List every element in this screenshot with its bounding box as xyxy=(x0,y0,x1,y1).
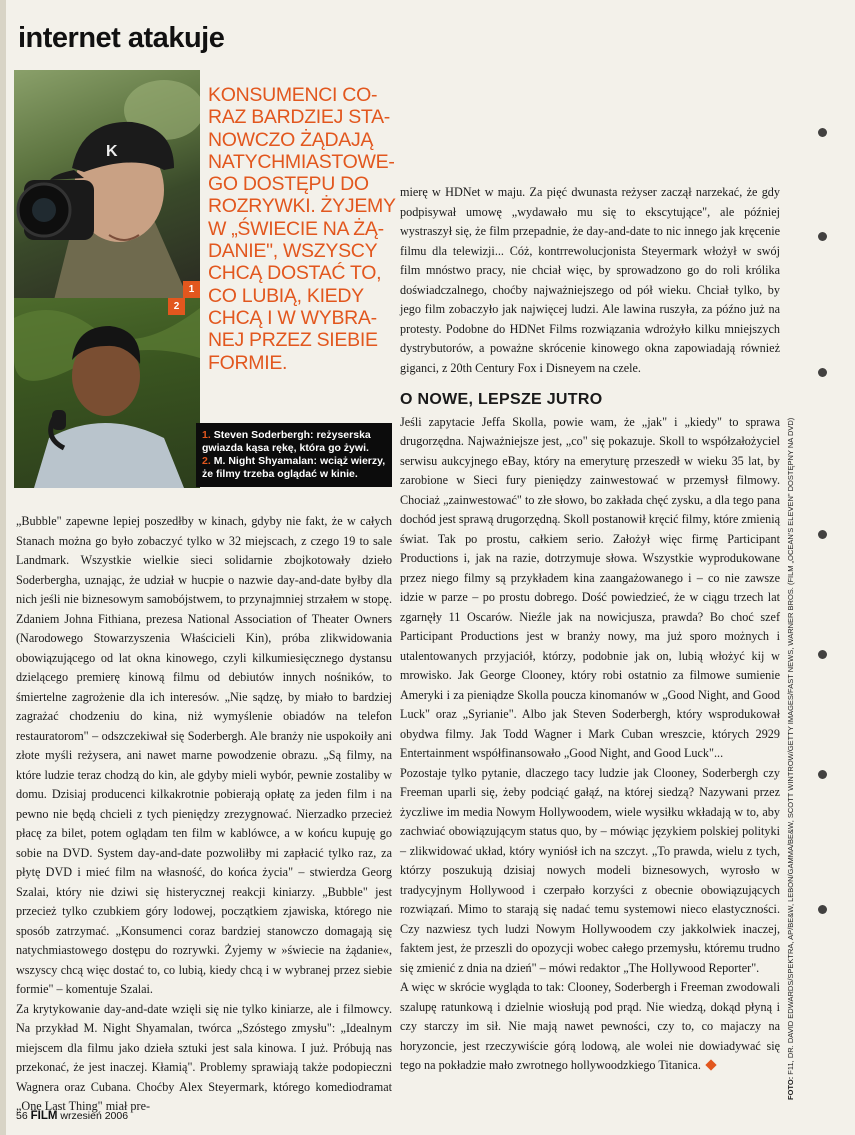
caption-number: 2. xyxy=(202,455,211,467)
issue-date: wrzesień 2006 xyxy=(60,1110,129,1122)
binder-hole-icon xyxy=(818,128,827,137)
photo-caption-2 xyxy=(202,455,388,481)
article-paragraph: „Bubble" zapewne lepiej poszedłby w kinach, gdyby nie fakt, że w całych Stanach można go było zobaczyć tylko w 32 miejscach, z czego 19 to sale Landmark. Wszystkie wielkie sieci solidarnie zbojkotowały dzieło Soderbergha, uznając, że udział w hucpie o nazwie day-and-date byłby dla nich jeśli nie biznesowym samobójstwem, to przynajmniej strzałem w stopę. Zdaniem Johna Fithiana, prezesa National Association of Theater Owners (Narodowego Stowarzyszenia Właścicieli Kin), próba zlikwidowania obowiązującego od lat okna kinowego, czyli kilkumiesięcznego dystansu dzielącego premierę kinową filmu od debiutów innych nośników, to śmiertelne zagrożenie dla ich interesów. „Nie sądzę, by miało to bardziej zagrażać chodzeniu do kina, niż wymyślenie obiadów na telefon restauratorom" – odszczekiwał się Soderbergh. Ale branży nie uspokoiły ani złote myśli reżysera, ani nawet marne powodzenie obrazu. „Są filmy, na które ludzie teraz chodzą do kin, ale gdyby mieli wybór, pewnie zostaliby w domu. Dzisiaj producenci kilkakrotnie pobierają opłatę za jeden film i na pewno nie będą chcieli z tych pieniędzy zrezygnować. Nierzadko przecież płacę za bilet, potem oglądam ten film w kablówce, a w końcu kupuję go sobie na DVD. System day-and-date pozwoliłby mi zapłacić tylko raz, za płytę DVD i mieć film na własność, do końca życia" – stwierdza Georg Szalai, który nie dziwi się histerycznej reakcji kiniarzy. „Bubble" jest przecież tylko czubkiem góry lodowej, początkiem zjawiska, którego nie sposób zatrzymać. „Konsumenci coraz bardziej stanowczo domagają się natychmiastowego dostępu do rozrywki. Żyjemy w »świecie na żądanie«, wszyscy chcą więc dostać to, co lubią, kiedy chcą i w wybranej przez siebie formie" – komentuje Szalai. xyxy=(16,514,392,996)
caption-text: Steven Soderbergh: reżyserska gwiazda kąsa rękę, która go żywi. xyxy=(202,429,371,454)
binder-hole-icon xyxy=(818,530,827,539)
binder-hole-icon xyxy=(818,650,827,659)
article-paragraph: mierę w HDNet w maju. Za pięć dwunasta reżyser zaczął narzekać, że gdy podpisywał umowę „wydawało mu się to ekscytujące", ale później wystraszył się, że film przepadnie, że day-and-date to nic innego jak kręcenie filmu dla telewizji... Cóż, kontrrewolucjonista Steyermark włożył w swój film mnóstwo pracy, nie chciał więc, by sprowadzono go do roli królika doświadczalnego, choćby najważniejszego od pół wieku. Chciał tylko, by jego film zobaczyło jak najwięcej ludzi. Ale lawina ruszyła, za późno już na protesty. Podobne do HDNet Films rozwiązania wdrożyło kilku mniejszych dystrybutorów, a poważne skrócenie kinowego okna zapowiadają również giganci, z 20th Century Fox i Disneyem na czele. xyxy=(400,185,780,375)
photo-credits-label: FOTO: xyxy=(786,1076,795,1100)
page-number: 56 xyxy=(16,1110,28,1122)
photo-soderbergh xyxy=(14,70,200,298)
article-paragraph: Za krytykowanie day-and-date wzięli się nie tylko kiniarze, ale i filmowcy. Na przykład M. Night Shyamalan, twórca „Szóstego zmysłu": „Idealnym miejscem dla filmu jako dzieła sztuki jest sala kinowa. I już. Próbują nas przekonać, że jest inaczej. Kłamią". Problemy sprawiają także podopieczni Wagnera oraz Cubana. Choćby Alex Steyermark, którego komediodramat „One Last Thing" miał pre- xyxy=(16,1001,392,1113)
article-column-right xyxy=(400,183,780,1076)
photo-shyamalan xyxy=(14,298,200,488)
pull-quote-line: RAZ BARDZIEJ STA- xyxy=(208,106,390,129)
magazine-name: FILM xyxy=(30,1110,58,1122)
article-paragraph-last xyxy=(400,978,780,1076)
photo-number-badge-2: 2 xyxy=(168,298,185,315)
caption-text: M. Night Shyamalan: wciąż wierzy, że filmy trzeba oglądać w kinie. xyxy=(202,455,386,480)
pull-quote-line: NEJ PRZEZ SIEBIE xyxy=(208,329,378,352)
pull-quote xyxy=(208,84,396,374)
binder-hole-icon xyxy=(818,905,827,914)
article-subheading: O NOWE, LEPSZE JUTRO xyxy=(400,391,603,408)
pull-quote-line: CHCĄ DOSTAĆ TO, xyxy=(208,262,382,285)
pull-quote-line: DANIE", WSZYSCY xyxy=(208,240,378,263)
caption-number: 1. xyxy=(202,429,211,441)
photo-number-badge-1: 1 xyxy=(183,281,200,298)
photo-credits xyxy=(786,360,795,1100)
binder-hole-icon xyxy=(818,368,827,377)
page-edge xyxy=(0,0,6,1135)
pull-quote-line: CHCĄ I W WYBRA- xyxy=(208,306,377,329)
photo-soderbergh-illustration xyxy=(14,70,200,298)
article-column-left xyxy=(16,512,392,1117)
article-paragraph-text: A więc w skrócie wygląda to tak: Clooney, Soderbergh i Freeman zwodowali szalupę ratunkową i dzielnie wiosłują pod prąd. Nie wiedzą, dokąd płyną i czy starczy im sił. Nie mają nawet pewności, czy to, co majaczy na horyzoncie, jest rzeczywiście górą lodową, ale wolei nie dowiadywać się tego na pokładzie mało zwrotnego hollywoodzkiego Titanica. xyxy=(400,980,780,1072)
pull-quote-line: NATYCHMIASTOWE- xyxy=(208,150,395,173)
photo-credits-text: F11, DR. DAVID EDWARDS/SPEKTRA, AP/BE&W, LEBON/GAMMA/BE&W, SCOTT WINTROW/GETTY IMAGES/FAST NEWS, WARNER BROS. (FILM „OCEAN'S ELEVEN" DOSTĘPNY NA DVD) xyxy=(786,417,795,1075)
pull-quote-line: NOWCZO ŻĄDAJĄ xyxy=(208,128,374,151)
photo-shyamalan-illustration xyxy=(14,298,200,488)
section-title: internet atakuje xyxy=(18,22,225,54)
pull-quote-line: KONSUMENCI CO- xyxy=(208,84,378,106)
article-paragraph: Jeśli zapytacie Jeffa Skolla, powie wam, że „jak" i „kiedy" to sprawa drugorzędna. Najważniejsze jest, „co" się pokazuje. Skoll to współzałożyciel serwisu aukcyjnego eBay, który na emeryturę przeszedł w wieku 35 lat, by zarobione w Sieci fury pieniędzy zainwestować w przemysł filmowy. Chociaż „zainwestować" to złe słowo, bo zakłada chęć zysku, a dla tego pana dochód jest sprawą drugorzędną. Skoll postanowił kręcić filmy, które zmienią świat. Tak po prostu, całkiem serio. Założył więc firmę Participant Productions i, jak na razie, dotrzymuje słowa. Wszystkie wyprodukowane przez niego filmy są przykładem kina zaangażowanego i – co nie zawsze idzie w parze – po prostu dobrego. Dość powiedzieć, że w ciągu trzech lat zgarnęły 11 Oscarów. Nieźle jak na nowicjusza, prawda? Bo choć szef Participant Productions jest w branży nowy, ma już sporo możnych i utalentowanych przyjaciół, którzy, podobnie jak on, lubią włożyć kij w mrowisko. Jak George Clooney, który robi ostatnio za filmowe sumienie Ameryki i za pieniądze Skolla poucza kinomanów w „Good Night, and Good Luck" oraz „Syrianie". Albo jak Steven Soderbergh, który wsprodukował obydwa filmy. Jak Todd Wagner i Mark Cuban wreszcie, których 2929 Entertainment współfinansowało „Good Night, and Good Luck"... xyxy=(400,414,780,760)
page-footer xyxy=(16,1110,128,1122)
binder-hole-icon xyxy=(818,770,827,779)
photo-caption-box xyxy=(196,423,392,487)
pull-quote-line: ROZRYWKI. ŻYJEMY xyxy=(208,195,396,218)
photo-caption-1 xyxy=(202,429,388,455)
pull-quote-line: CO LUBIĄ, KIEDY xyxy=(208,284,364,307)
pull-quote-line: W „ŚWIECIE NA ŻĄ- xyxy=(208,217,384,240)
binder-hole-icon xyxy=(818,232,827,241)
article-paragraph: Pozostaje tylko pytanie, dlaczego tacy ludzie jak Clooney, Soderbergh czy Freeman uparli się, żeby podciąć gałąź, na której siedzą? Nazywani przez życzliwe im media Nowym Hollywoodem, wiele wysiłku wkładają w to, aby zachwiać obowiązującym status quo, by – mówiąc językiem polskiej polityki – zlikwidować układ, który wyniósł ich na szczyt. „To prawda, wielu z tych, którzy poszukują dzisiaj nowych modeli biznesowych, wyrosło w tradycyjnym Hollywood i czerpało korzyści z obecnie obowiązujących rozwiązań. Mimo to starają się nadać temu systemowi nieco elastyczności. Czy nazwiesz tych ludzi Nowym Hollywoodem czy jakkolwiek inaczej, faktem jest, że przeszli do opozycji wobec całego przemysłu, któremu trudno się zmienić z dnia na dzień" – mówi redaktor „The Hollywood Reporter". xyxy=(400,765,780,975)
svg-text:K: K xyxy=(106,143,118,160)
pull-quote-line: GO DOSTĘPU DO xyxy=(208,173,369,196)
end-of-article-icon xyxy=(705,1059,716,1070)
pull-quote-line: FORMIE. xyxy=(208,351,288,374)
